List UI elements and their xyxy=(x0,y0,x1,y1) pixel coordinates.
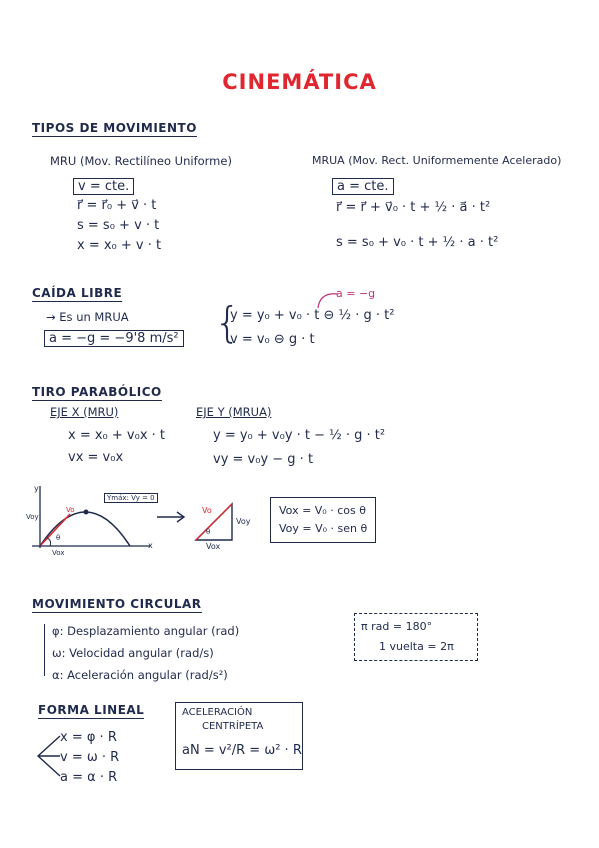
heading-lineal: FORMA LINEAL xyxy=(38,703,145,717)
triangle-theta: θ xyxy=(206,528,211,536)
ejey-eq-1: y = y₀ + v₀y · t − ½ · g · t² xyxy=(213,428,386,443)
centripeta-box xyxy=(175,702,303,770)
heading-tipos: TIPOS DE MOVIMIENTO xyxy=(32,121,197,135)
ejex-label: EJE X (MRU) xyxy=(50,405,119,419)
ejex-eq-2: vx = v₀x xyxy=(68,450,124,465)
component-box xyxy=(270,497,376,543)
conversion-note-1: π rad = 180° xyxy=(361,620,433,633)
mrua-eq-3: s = s₀ + v₀ · t + ½ · a · t² xyxy=(336,235,499,250)
lineal-branch-icon xyxy=(34,732,62,778)
circular-item-2: ω: Velocidad angular (rad/s) xyxy=(52,646,214,660)
caida-line-1: → Es un MRUA xyxy=(46,310,129,324)
mrua-label: MRUA (Mov. Rect. Uniformemente Acelerado) xyxy=(312,154,562,167)
diagram-ymax-label: Ymáx: Vy = 0 xyxy=(104,493,158,503)
circular-item-3: α: Aceleración angular (rad/s²) xyxy=(52,668,228,682)
caida-box: a = −g = −9'8 m/s² xyxy=(44,330,184,347)
centripeta-heading-2: CENTRÍPETA xyxy=(202,721,264,732)
mrua-eq-1: a = cte. xyxy=(332,178,394,195)
caida-note: a = −g xyxy=(336,287,376,300)
right-arrow-icon xyxy=(155,510,187,524)
triangle-vox: Vox xyxy=(206,542,221,551)
heading-caida: CAÍDA LIBRE xyxy=(32,286,123,300)
conversion-note-2: 1 vuelta = 2π xyxy=(379,640,454,653)
mru-eq-2: r⃗ = r⃗₀ + v⃗ · t xyxy=(77,198,157,213)
mru-eq-4: x = x₀ + v · t xyxy=(77,238,162,253)
lineal-eq-2: v = ω · R xyxy=(60,750,120,765)
lineal-eq-1: x = φ · R xyxy=(60,730,117,745)
centripeta-heading-1: ACELERACIÓN xyxy=(182,707,253,718)
page-title: CINEMÁTICA xyxy=(222,70,377,94)
heading-circular: MOVIMIENTO CIRCULAR xyxy=(32,597,202,611)
triangle-vo: Vo xyxy=(202,506,212,515)
heading-tiro: TIRO PARABÓLICO xyxy=(32,385,162,399)
diagram-vox: Vox xyxy=(52,549,65,557)
mru-label: MRU (Mov. Rectilíneo Uniforme) xyxy=(50,154,232,168)
triangle-voy: Voy xyxy=(236,517,251,526)
brace-icon: { xyxy=(214,298,241,347)
diagram-axis-y: y xyxy=(34,484,39,493)
diagram-theta: θ xyxy=(56,534,61,542)
mrua-eq-2: r⃗ = r⃗ + v⃗₀ · t + ½ · a⃗ · t² xyxy=(336,200,491,215)
diagram-axis-x: x xyxy=(148,541,153,550)
ejey-label: EJE Y (MRUA) xyxy=(196,405,272,419)
caida-eq-2: v = v₀ ⊖ g · t xyxy=(230,332,315,347)
diagram-vo: Vo xyxy=(66,506,75,514)
component-eq-2: Voy = V₀ · sen θ xyxy=(279,522,368,535)
lineal-eq-3: a = α · R xyxy=(60,770,118,785)
list-bracket xyxy=(44,624,51,676)
component-eq-1: Vox = V₀ · cos θ xyxy=(279,504,366,517)
circular-item-1: φ: Desplazamiento angular (rad) xyxy=(52,624,240,638)
mru-eq-3: s = s₀ + v · t xyxy=(77,218,160,233)
ejey-eq-2: vy = v₀y − g · t xyxy=(213,452,314,467)
conversion-box xyxy=(354,613,478,661)
ejex-eq-1: x = x₀ + v₀x · t xyxy=(68,428,166,443)
diagram-voy: Voy xyxy=(26,513,39,521)
centripeta-eq: aN = v²/R = ω² · R xyxy=(182,743,302,758)
mru-eq-1: v = cte. xyxy=(73,178,134,195)
velocity-triangle xyxy=(192,500,236,544)
caida-eq-1: y = y₀ + v₀ · t ⊖ ½ · g · t² xyxy=(230,308,395,323)
